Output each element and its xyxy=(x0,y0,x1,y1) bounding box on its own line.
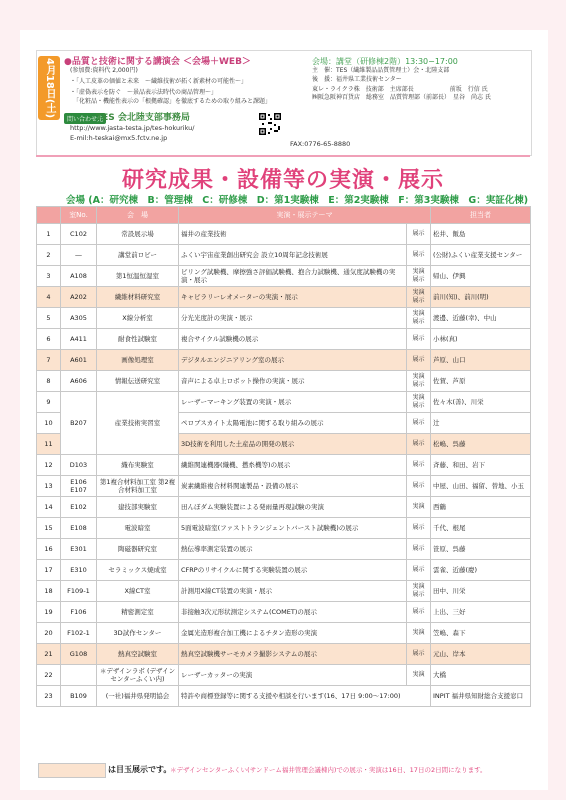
row-theme: ペロブスカイト太陽電池に関する取り組みの展示 xyxy=(179,413,407,434)
row-type: 展示 xyxy=(407,560,431,581)
row-room: A108 xyxy=(61,266,97,287)
row-room: E301 xyxy=(61,539,97,560)
row-theme: 非接触3次元形状測定システム(COMET)の展示 xyxy=(179,602,407,623)
row-room: A202 xyxy=(61,287,97,308)
table-row xyxy=(37,224,531,245)
row-venue: (一社)福井県発明協会 xyxy=(97,686,179,707)
contact-name: TES 会北陸支部事務局 xyxy=(96,113,190,123)
row-venue: 電波暗室 xyxy=(97,518,179,539)
speaker-line-2: ㈱阪急阪神百貨店 総務室 品質管理部（前部長） 星谷 尚志 氏 xyxy=(312,94,491,101)
row-theme: 金属光造形複合加工機によるチタン造形の実演 xyxy=(179,623,407,644)
header-number xyxy=(37,207,61,224)
row-type: 展示 xyxy=(407,602,431,623)
header-theme: 実演・展示テーマ xyxy=(179,207,431,224)
row-staff: 帰山、伊興 xyxy=(431,266,531,287)
row-number: 21 xyxy=(37,644,61,665)
row-venue: X線分析室 xyxy=(97,308,179,329)
row-theme: ふくい宇宙産業創出研究会 設立10周年記念技術展 xyxy=(179,245,407,266)
lecture-topic-2: ・「虚偽表示を防ぐ 〜景品表示法時代の商品管理〜」 xyxy=(70,89,218,96)
row-number: 22 xyxy=(37,665,61,686)
row-room: A606 xyxy=(61,371,97,392)
highlight-legend-label: は目玉展示です。 xyxy=(108,765,172,774)
row-staff: 芦原、山口 xyxy=(431,350,531,371)
row-room: E102 xyxy=(61,497,97,518)
row-theme: 5面電波暗室(ファストトランジェントバースト試験機)の展示 xyxy=(179,518,407,539)
row-type: 展示 xyxy=(407,224,431,245)
row-type: 実演 展示 xyxy=(407,266,431,287)
row-room: F106 xyxy=(61,602,97,623)
row-theme: レーザーマーキング装置の実演・展示 xyxy=(179,392,407,413)
row-theme: レーザーカッターの実演 xyxy=(179,665,407,686)
table-row xyxy=(37,329,531,350)
row-number: 2 xyxy=(37,245,61,266)
table-row xyxy=(37,518,531,539)
table-row xyxy=(37,497,531,518)
row-type: 実演 xyxy=(407,665,431,686)
row-staff: 佐賀、芦原 xyxy=(431,371,531,392)
row-venue: 画像処理室 xyxy=(97,350,179,371)
row-room: C102 xyxy=(61,224,97,245)
row-theme: 3D技術を利用した土産品の開発の展示 xyxy=(179,434,407,455)
row-type: 実演 展示 xyxy=(407,287,431,308)
row-type: 展示 xyxy=(407,644,431,665)
row-type: 展示 xyxy=(407,455,431,476)
row-room xyxy=(61,665,97,686)
row-number: 15 xyxy=(37,518,61,539)
row-room: D103 xyxy=(61,455,97,476)
row-number: 13 xyxy=(37,476,61,497)
row-room: G108 xyxy=(61,644,97,665)
row-theme: 熱真空試験機サーモカメラ撮影システムの展示 xyxy=(179,644,407,665)
row-type: 展示 xyxy=(407,413,431,434)
table-row xyxy=(37,392,531,413)
row-theme: 繊維関連機器(織機、撚糸機等)の展示 xyxy=(179,455,407,476)
row-theme: CFRPのリサイクルに関する実験装置の展示 xyxy=(179,560,407,581)
lecture-topic-3: 「化粧品・機能性表示の「根拠確認」を徹底するための取り組みと課題」 xyxy=(70,98,272,105)
support-line: 後 援：福井県工業技術センター xyxy=(312,76,402,83)
row-number: 1 xyxy=(37,224,61,245)
divider xyxy=(36,155,530,157)
contact-email[interactable]: E-mil:h-teskai@mx5.fctv.ne.jp xyxy=(70,134,168,142)
header-venue: 会 場 xyxy=(97,207,179,224)
row-type: 実演 展示 xyxy=(407,392,431,413)
table-row xyxy=(37,623,531,644)
row-venue: 建技部実験室 xyxy=(97,497,179,518)
table-row xyxy=(37,350,531,371)
row-theme: 複合サイクル試験機の展示 xyxy=(179,329,407,350)
row-room: A411 xyxy=(61,329,97,350)
table-row xyxy=(37,245,531,266)
row-number: 16 xyxy=(37,539,61,560)
row-staff: 大橋 xyxy=(431,665,531,686)
row-staff: 元山、岸本 xyxy=(431,644,531,665)
row-number: 20 xyxy=(37,623,61,644)
venue-time: 会場：講堂（研修棟2階）13:30−17:00 xyxy=(312,57,458,66)
row-venue: 情報伝送研究室 xyxy=(97,371,179,392)
row-type: 実演 展示 xyxy=(407,581,431,602)
row-theme: 福井の産業技術 xyxy=(179,224,407,245)
table-row xyxy=(37,455,531,476)
row-staff: 辻 xyxy=(431,413,531,434)
row-venue: 講堂前ロビー xyxy=(97,245,179,266)
row-type: 実演 展示 xyxy=(407,308,431,329)
row-number: 14 xyxy=(37,497,61,518)
row-venue: 陶磁器研究室 xyxy=(97,539,179,560)
row-theme: 特許や商標登録等に関する支援や相談を行います(16、17日 9:00〜17:00) xyxy=(179,686,431,707)
row-room: B207 xyxy=(61,392,97,455)
row-number: 8 xyxy=(37,371,61,392)
table-header xyxy=(37,207,531,224)
row-staff: 前川(知)、前川(明) xyxy=(431,287,531,308)
row-venue: 第1複合材料加工室 第2複合材料加工室 xyxy=(97,476,179,497)
row-room: E310 xyxy=(61,560,97,581)
row-type: 展示 xyxy=(407,518,431,539)
highlight-legend-swatch xyxy=(38,763,106,778)
row-venue: ＊デザインラボ (デザインセンターふくい内) xyxy=(97,665,179,686)
lecture-title: ●品質と技術に関する講演会 ＜会場＋WEB＞ xyxy=(64,57,251,67)
row-venue: 第1恒温恒湿室 xyxy=(97,266,179,287)
host-line: 主 催：TES（繊維製品品質管理士）会・北陸支部 xyxy=(312,67,450,74)
row-number: 17 xyxy=(37,560,61,581)
row-staff: 渡邊、近藤(幸)、中山 xyxy=(431,308,531,329)
table-row xyxy=(37,560,531,581)
row-theme: 分光光度計の実演・展示 xyxy=(179,308,407,329)
row-room: F102-1 xyxy=(61,623,97,644)
row-type: 展示 xyxy=(407,350,431,371)
table-row xyxy=(37,581,531,602)
row-theme: 田んぼダム実験装置による発雨量再現試験の実演 xyxy=(179,497,407,518)
row-type: 展示 xyxy=(407,476,431,497)
footer-note: ＊デザインセンターふくい(サンドーム福井管理会議棟内)での展示・実演は16日、17日の2日間になります。 xyxy=(170,766,487,774)
row-venue: 精密測定室 xyxy=(97,602,179,623)
row-type: 実演 xyxy=(407,623,431,644)
table-row xyxy=(37,476,531,497)
row-room: ― xyxy=(61,245,97,266)
page-title: 研究成果・設備等の実演・展示 xyxy=(121,168,444,193)
row-venue: 耐食性試験室 xyxy=(97,329,179,350)
row-staff: 小林(真) xyxy=(431,329,531,350)
table-row xyxy=(37,287,531,308)
row-staff: 松井、飯島 xyxy=(431,224,531,245)
contact-tag: 問い合わせ先 xyxy=(64,113,106,124)
row-number: 18 xyxy=(37,581,61,602)
row-theme: 炭素繊維複合材料関連製品・設備の展示 xyxy=(179,476,407,497)
row-staff: 中屋、山田、福留、替地、小玉 xyxy=(431,476,531,497)
row-type: 展示 xyxy=(407,329,431,350)
lecture-fee: (参加費:資料代 2,000円) xyxy=(70,67,138,74)
row-room: F109-1 xyxy=(61,581,97,602)
table-row xyxy=(37,371,531,392)
row-room: A305 xyxy=(61,308,97,329)
row-room: A601 xyxy=(61,350,97,371)
table-row xyxy=(37,308,531,329)
row-room: E108 xyxy=(61,518,97,539)
row-staff: 松嶋、呉藤 xyxy=(431,434,531,455)
exhibit-table xyxy=(36,206,531,707)
row-number: 10 xyxy=(37,413,61,434)
lecture-topic-1: ・「人工皮革の価値と未来 〜繊維技術が拓く新素材の可能性〜」 xyxy=(70,78,248,85)
row-staff: 西鶴 xyxy=(431,497,531,518)
row-venue: 3D試作センター xyxy=(97,623,179,644)
row-venue: セラミックス焼成室 xyxy=(97,560,179,581)
row-number: 23 xyxy=(37,686,61,707)
header-staff: 担当者 xyxy=(431,207,531,224)
row-number: 4 xyxy=(37,287,61,308)
row-venue: 産業技術実習室 xyxy=(97,392,179,455)
row-venue: X線CT室 xyxy=(97,581,179,602)
row-staff: 雲雀、近藤(慶) xyxy=(431,560,531,581)
row-type: 展示 xyxy=(407,539,431,560)
row-staff: 斉藤、和田、岩下 xyxy=(431,455,531,476)
row-staff: 千代、根尾 xyxy=(431,518,531,539)
table-row xyxy=(37,665,531,686)
row-theme: 熱伝導率測定装置の展示 xyxy=(179,539,407,560)
venue-legend: 会場 (A：研究棟 B：管理棟 C：研修棟 D：第1実験棟 E：第2実験棟 F：第3実験棟 G：実証化棟) xyxy=(66,195,529,206)
contact-url[interactable]: http://www.jasta-testa.jp/tes-hokuriku/ xyxy=(70,124,195,132)
table-row xyxy=(37,266,531,287)
qr-code-icon xyxy=(258,112,282,136)
contact-fax: FAX:0776-65-8880 xyxy=(290,140,351,148)
row-staff: 笠嶋、森下 xyxy=(431,623,531,644)
speaker-line-1: 東レ・ライクラ株 技術部 主席部長 前坂 行信 氏 xyxy=(312,86,488,93)
row-type: 展示 xyxy=(407,245,431,266)
row-type: 実演 展示 xyxy=(407,371,431,392)
row-theme: ピリング試験機、摩擦強さ評価試験機、抱合力試験機、通気度試験機の実演・展示 xyxy=(179,266,407,287)
row-venue: 織布実験室 xyxy=(97,455,179,476)
row-number: 12 xyxy=(37,455,61,476)
row-theme: キャピラリーレオメーターの実演・展示 xyxy=(179,287,407,308)
row-staff: 佐々木(善)、川栄 xyxy=(431,392,531,413)
row-room: B109 xyxy=(61,686,97,707)
row-staff: 上出、三好 xyxy=(431,602,531,623)
row-staff: 田中、川栄 xyxy=(431,581,531,602)
row-venue: 常設展示場 xyxy=(97,224,179,245)
row-number: 19 xyxy=(37,602,61,623)
table-row xyxy=(37,602,531,623)
table-row xyxy=(37,539,531,560)
row-theme: 計測用X線CT装置の実演・展示 xyxy=(179,581,407,602)
row-number: 9 xyxy=(37,392,61,413)
row-staff: INPIT 福井県知財総合支援窓口 xyxy=(431,686,531,707)
header-room: 室No. xyxy=(61,207,97,224)
row-staff: (公財)ふくい産業支援センター xyxy=(431,245,531,266)
row-number: 6 xyxy=(37,329,61,350)
row-number: 11 xyxy=(37,434,61,455)
row-number: 5 xyxy=(37,308,61,329)
date-badge: 4月18日(土) xyxy=(38,56,60,120)
row-type: 実演 xyxy=(407,497,431,518)
row-theme: デジタルエンジニアリング室の展示 xyxy=(179,350,407,371)
row-type: 展示 xyxy=(407,434,431,455)
table-row xyxy=(37,644,531,665)
row-venue: 熱真空試験室 xyxy=(97,644,179,665)
row-staff: 笹原、呉藤 xyxy=(431,539,531,560)
row-theme: 音声による卓上ロボット操作の実演・展示 xyxy=(179,371,407,392)
row-venue: 繊維材料研究室 xyxy=(97,287,179,308)
row-room: E106 E107 xyxy=(61,476,97,497)
table-row xyxy=(37,686,531,707)
row-number: 7 xyxy=(37,350,61,371)
row-number: 3 xyxy=(37,266,61,287)
